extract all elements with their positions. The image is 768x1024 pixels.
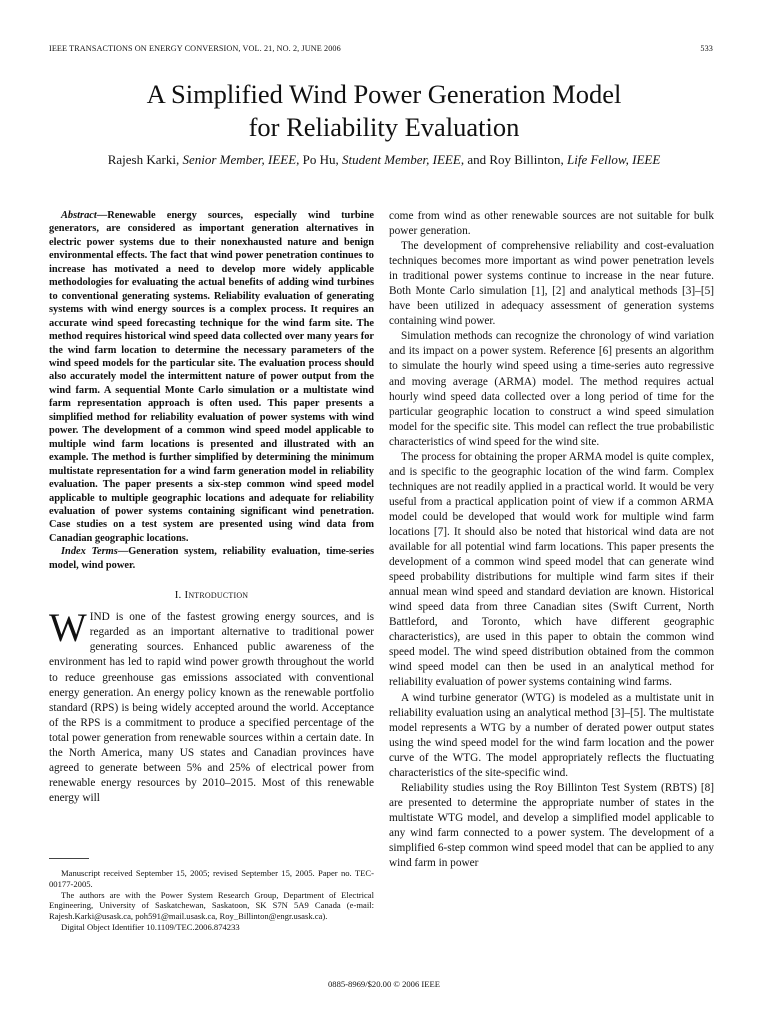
footnotes [49, 868, 374, 933]
paragraph-wtg-model: A wind turbine generator (WTG) is modeled as a multistate unit in reliability evaluation using an analytical method [3]–[5]. The multistate model represents a WTG by a number of derated power output states using the wind speed model for the wind farm location and the power curve of the WTG. The model appropriately reflects the fluctuating characteristics of the site-specific wind. [389, 691, 714, 779]
running-head [49, 44, 713, 53]
footnote-affiliation: The authors are with the Power System Research Group, Department of Electrical Engineering, University of Saskatchewan, Saskatoon, SK S7N 5A9 Canada (e-mail: Rajesh.Karki@usask.ca, poh591@mail.usask.ca, Roy_Billinton@engr.usask.ca). [49, 889, 374, 922]
abstract-text: —Renewable energy sources, especially wind turbine generators, are considered as important generation alternatives in electric power systems due to their nonexhausted nature and benign environmental effects. The fact that wind power penetration continues to increase has motivated a need to develop more widely applicable methodologies for evaluating the actual benefits of adding wind turbines to conventional generating systems. Reliability evaluation of generating systems with wind energy sources is a complex process. It requires an accurate wind speed forecasting technique for the wind farm site. The method requires historical wind speed data collected over many years for the wind farm location to determine the necessary parameters of the wind speed models for the particular site. The evaluation process should also accurately model the intermittent nature of power output from the wind farm. A sequential Monte Carlo simulation or a multistate wind farm representation approach is often used. This paper presents a simplified method for reliability evaluation of power systems with wind power. The development of a common wind speed model applicable to multiple wind farm locations is presented and illustrated with an example. The method is further simplified by determining the minimum multistate representation for a wind farm generation model in reliability evaluation. The paper presents a six-step common wind speed model applicable to multiple geographic locations and adequate for reliability evaluation of power systems containing significant wind penetration. Case studies on a test system are presented using wind data from Canadian geographic locations. [49, 210, 374, 544]
paragraph-reliability-techniques: The development of comprehensive reliability and cost-evaluation techniques becomes more important as wind power penetration levels in traditional power systems continue to increase in the near future. Both Monte Carlo simulation [1], [2] and analytical methods [3]–[5] have been utilized in adequacy assessment of generation systems containing wind power. [389, 240, 714, 328]
paper-title [0, 78, 768, 144]
abstract [49, 209, 374, 545]
author-3-role: Life Fellow, IEEE [567, 152, 661, 167]
left-column [49, 209, 374, 806]
journal-name: IEEE TRANSACTIONS ON ENERGY CONVERSION, VOL. 21, NO. 2, JUNE 2006 [49, 44, 341, 53]
footnote-divider [49, 858, 89, 859]
author-sep-1: , Po Hu, [296, 152, 343, 167]
section-number: I. [174, 589, 185, 602]
index-terms-label: Index Terms [61, 546, 118, 558]
drop-cap: W [49, 605, 87, 651]
introduction-body [49, 605, 374, 806]
title-line-1: A Simplified Wind Power Generation Model [146, 79, 622, 109]
author-sep-2: , and Roy Billinton, [460, 152, 567, 167]
index-terms [49, 545, 374, 572]
copyright-line: 0885-8969/$20.00 © 2006 IEEE [327, 979, 441, 989]
abstract-label: Abstract [61, 210, 97, 221]
index-terms-text: —Generation system, reliability evaluation, time-series model, wind power. [49, 546, 374, 571]
paragraph-continuation: come from wind as other renewable sources are not suitable for bulk power generation. [389, 210, 714, 238]
footnote-doi: Digital Object Identifier 10.1109/TEC.2006.874233 [61, 921, 240, 932]
section-heading-introduction [49, 588, 374, 602]
paragraph-simulation-methods: Simulation methods can recognize the chronology of wind variation and its impact on a power system. Reference [6] presents an algorithm to simulate the hourly wind speed using a time-series auto regressive and moving average (ARMA) model. The method requires actual hourly wind speed data collected over a long period of time for the particular geographic location to construct a wind speed simulation model for the specific site. This model can reflect the true probabilistic characteristics of wind speed for the wind site. [389, 330, 714, 448]
author-line [0, 152, 768, 168]
author-1-role: Senior Member, IEEE [182, 152, 297, 167]
paragraph-arma-process: The process for obtaining the proper ARMA model is quite complex, and is specific to the geographic location of the wind farm. Complex techniques are not readily applied in a practical world. It would be very useful from a practical application point of view if a common ARMA model could be developed that would work for multiple wind farm locations [7]. It should also be noted that historical wind data are not available for all potential wind farm locations. This paper presents the development of a common wind speed model that can generate wind speed probability distributions for multiple wind farm sites if their annual mean wind speed and standard deviation are known. Historical wind speed data from three Canadian sites (Swift Current, North Battleford, and Toronto, which have different geographic characteristics), are used in this paper to obtain the common wind speed model. The wind speed distribution obtained from the common wind speed model can then be used in an analytical method for reliability evaluation of power systems containing wind farms. [389, 450, 714, 689]
paragraph-rbts-studies: Reliability studies using the Roy Billinton Test System (RBTS) [8] are presented to determine the appropriate number of states in the multistate WTG model, and develop a simplified model applicable to any wind farm connected to a power system. The development of a simplified 6-step common wind speed model that can be applied to any wind farm in power [389, 781, 714, 870]
author-1: Rajesh Karki, [107, 152, 183, 167]
right-column [389, 209, 714, 871]
page-number: 533 [700, 44, 713, 53]
footnote-manuscript: Manuscript received September 15, 2005; revised September 15, 2005. Paper no. TEC-00177-2005. [49, 868, 374, 889]
title-line-2: for Reliability Evaluation [248, 112, 520, 142]
introduction-paragraph: IND is one of the fastest growing energy sources, and is regarded as an important alternative to traditional power generating sources. Enhanced public awareness of the environment has led to rapid wind power growth throughout the world to reduce greenhouse gas emissions associated with conventional energy generation. An energy policy known as the renewable portfolio standard (RPS) is being widely accepted around the world. Acceptance of the RPS is a commitment to produce a specified percentage of the total power generation from renewable sources within a certain date. In the North America, many US states and Canadian provinces have agreed to generate between 5% and 25% of electrical power from renewable energy resources by 2010–2015. Most of this renewable energy will [49, 611, 374, 804]
section-title: Introduction [184, 589, 249, 602]
author-2-role: Student Member, IEEE [342, 152, 461, 167]
